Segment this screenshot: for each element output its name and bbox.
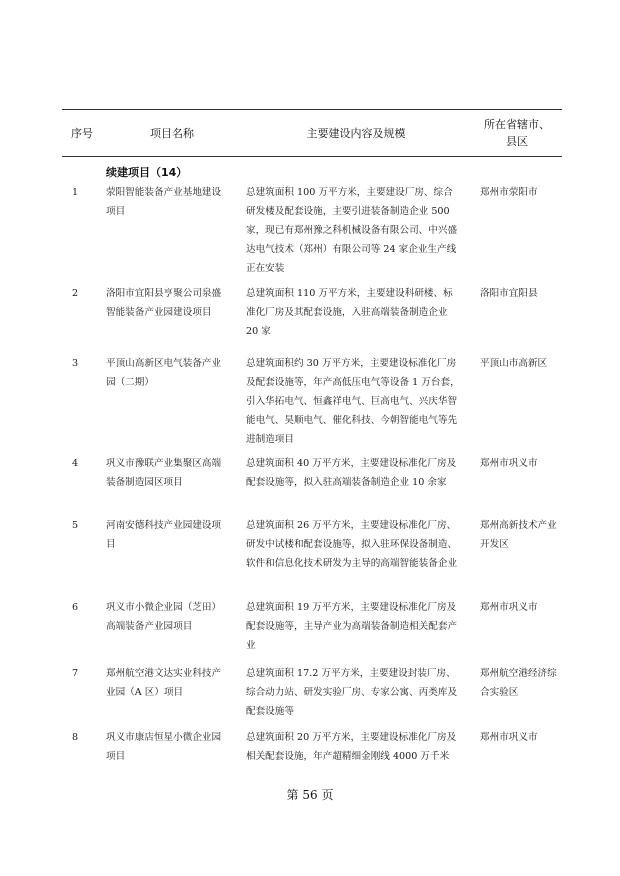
row-number: 1: [72, 187, 79, 198]
table-header-bottom-rule: [62, 156, 562, 157]
row-number: 2: [72, 288, 79, 299]
row-project-name: 巩义市康店恒星小微企业园项目: [106, 732, 222, 762]
row-content: 总建筑面积约 30 万平方米，主要建设标准化厂房及配套设施等，年产高低压电气等设备 1 万台套，引入华拓电气、恒鑫祥电气、巨高电气、兴庆华智能电气、昊顺电气、催化科技、今朝智能电气等先进制造项目: [246, 358, 460, 445]
row-location: 郑州市巩义市: [480, 732, 538, 743]
row-project-name: 荥阳智能装备产业基地建设项目: [106, 187, 222, 217]
header-main-content: 主要建设内容及规模: [306, 127, 406, 140]
row-content: 总建筑面积 26 万平方米，主要建设标准化厂房、研发中试楼和配套设施等，拟入驻环保设备制造、软件和信息化技术研发为主导的高端智能装备企业: [246, 520, 458, 569]
header-location: 所在省辖市、 县区: [484, 118, 550, 148]
header-serial-number: 序号: [71, 127, 93, 140]
row-number: 8: [72, 732, 79, 743]
row-content: 总建筑面积 20 万平方米，主要建设标准化厂房及相关配套设施，年产超精细金刚线 4000 万千米: [246, 732, 457, 762]
section-title: 续建项目（14）: [106, 166, 188, 179]
row-location: 郑州航空港经济综合实验区: [480, 668, 557, 698]
header-project-name: 项目名称: [150, 127, 194, 140]
row-location: 洛阳市宜阳县: [480, 288, 538, 299]
row-location: 平顶山市高新区: [480, 358, 548, 369]
row-content: 总建筑面积 40 万平方米，主要建设标准化厂房及配套设施等，拟入驻高端装备制造企业 10 余家: [246, 458, 457, 488]
row-location: 郑州市荥阳市: [480, 187, 538, 198]
row-content: 总建筑面积 19 万平方米，主要建设标准化厂房及配套设施等，主导产业为高端装备制造相关配套产业: [246, 602, 458, 651]
row-project-name: 巩义市豫联产业集聚区高端装备制造园区项目: [106, 458, 222, 488]
table-header-top-rule: [62, 109, 562, 110]
row-content: 总建筑面积 100 万平方米，主要建设厂房、综合研发楼及配套设施，主要引进装备制造企业 500家，现已有郑州豫之科机械设备有限公司、中兴盛达电气技术（郑州）有限公司等 24 家企业生产线正在安装: [246, 187, 458, 274]
row-number: 5: [72, 520, 79, 531]
row-number: 3: [72, 358, 79, 369]
row-project-name: 巩义市小微企业园（芝田）高端装备产业园项目: [106, 602, 222, 632]
row-project-name: 洛阳市宜阳县亨聚公司泉盛智能装备产业园建设项目: [106, 288, 222, 318]
row-location: 郑州高新技术产业开发区: [480, 520, 557, 550]
row-number: 4: [72, 458, 79, 469]
row-location: 郑州市巩义市: [480, 458, 538, 469]
row-content: 总建筑面积 110 万平方米，主要建设科研楼、标准化厂房及其配套设施，入驻高端装备制造企业 20 家: [246, 288, 453, 337]
row-project-name: 河南安德科技产业园建设项目: [106, 520, 222, 550]
row-project-name: 平顶山高新区电气装备产业园（二期）: [106, 358, 222, 388]
row-content: 总建筑面积 17.2 万平方米，主要建设封装厂房、综合动力站、研发实验厂房、专家公寓、丙类库及配套设施等: [246, 668, 458, 717]
page-number: 第 56 页: [286, 788, 334, 802]
row-number: 7: [72, 668, 79, 679]
row-project-name: 郑州航空港文达实业科技产业园（A 区）项目: [106, 668, 222, 698]
row-location: 郑州市巩义市: [480, 602, 538, 613]
row-number: 6: [72, 602, 79, 613]
